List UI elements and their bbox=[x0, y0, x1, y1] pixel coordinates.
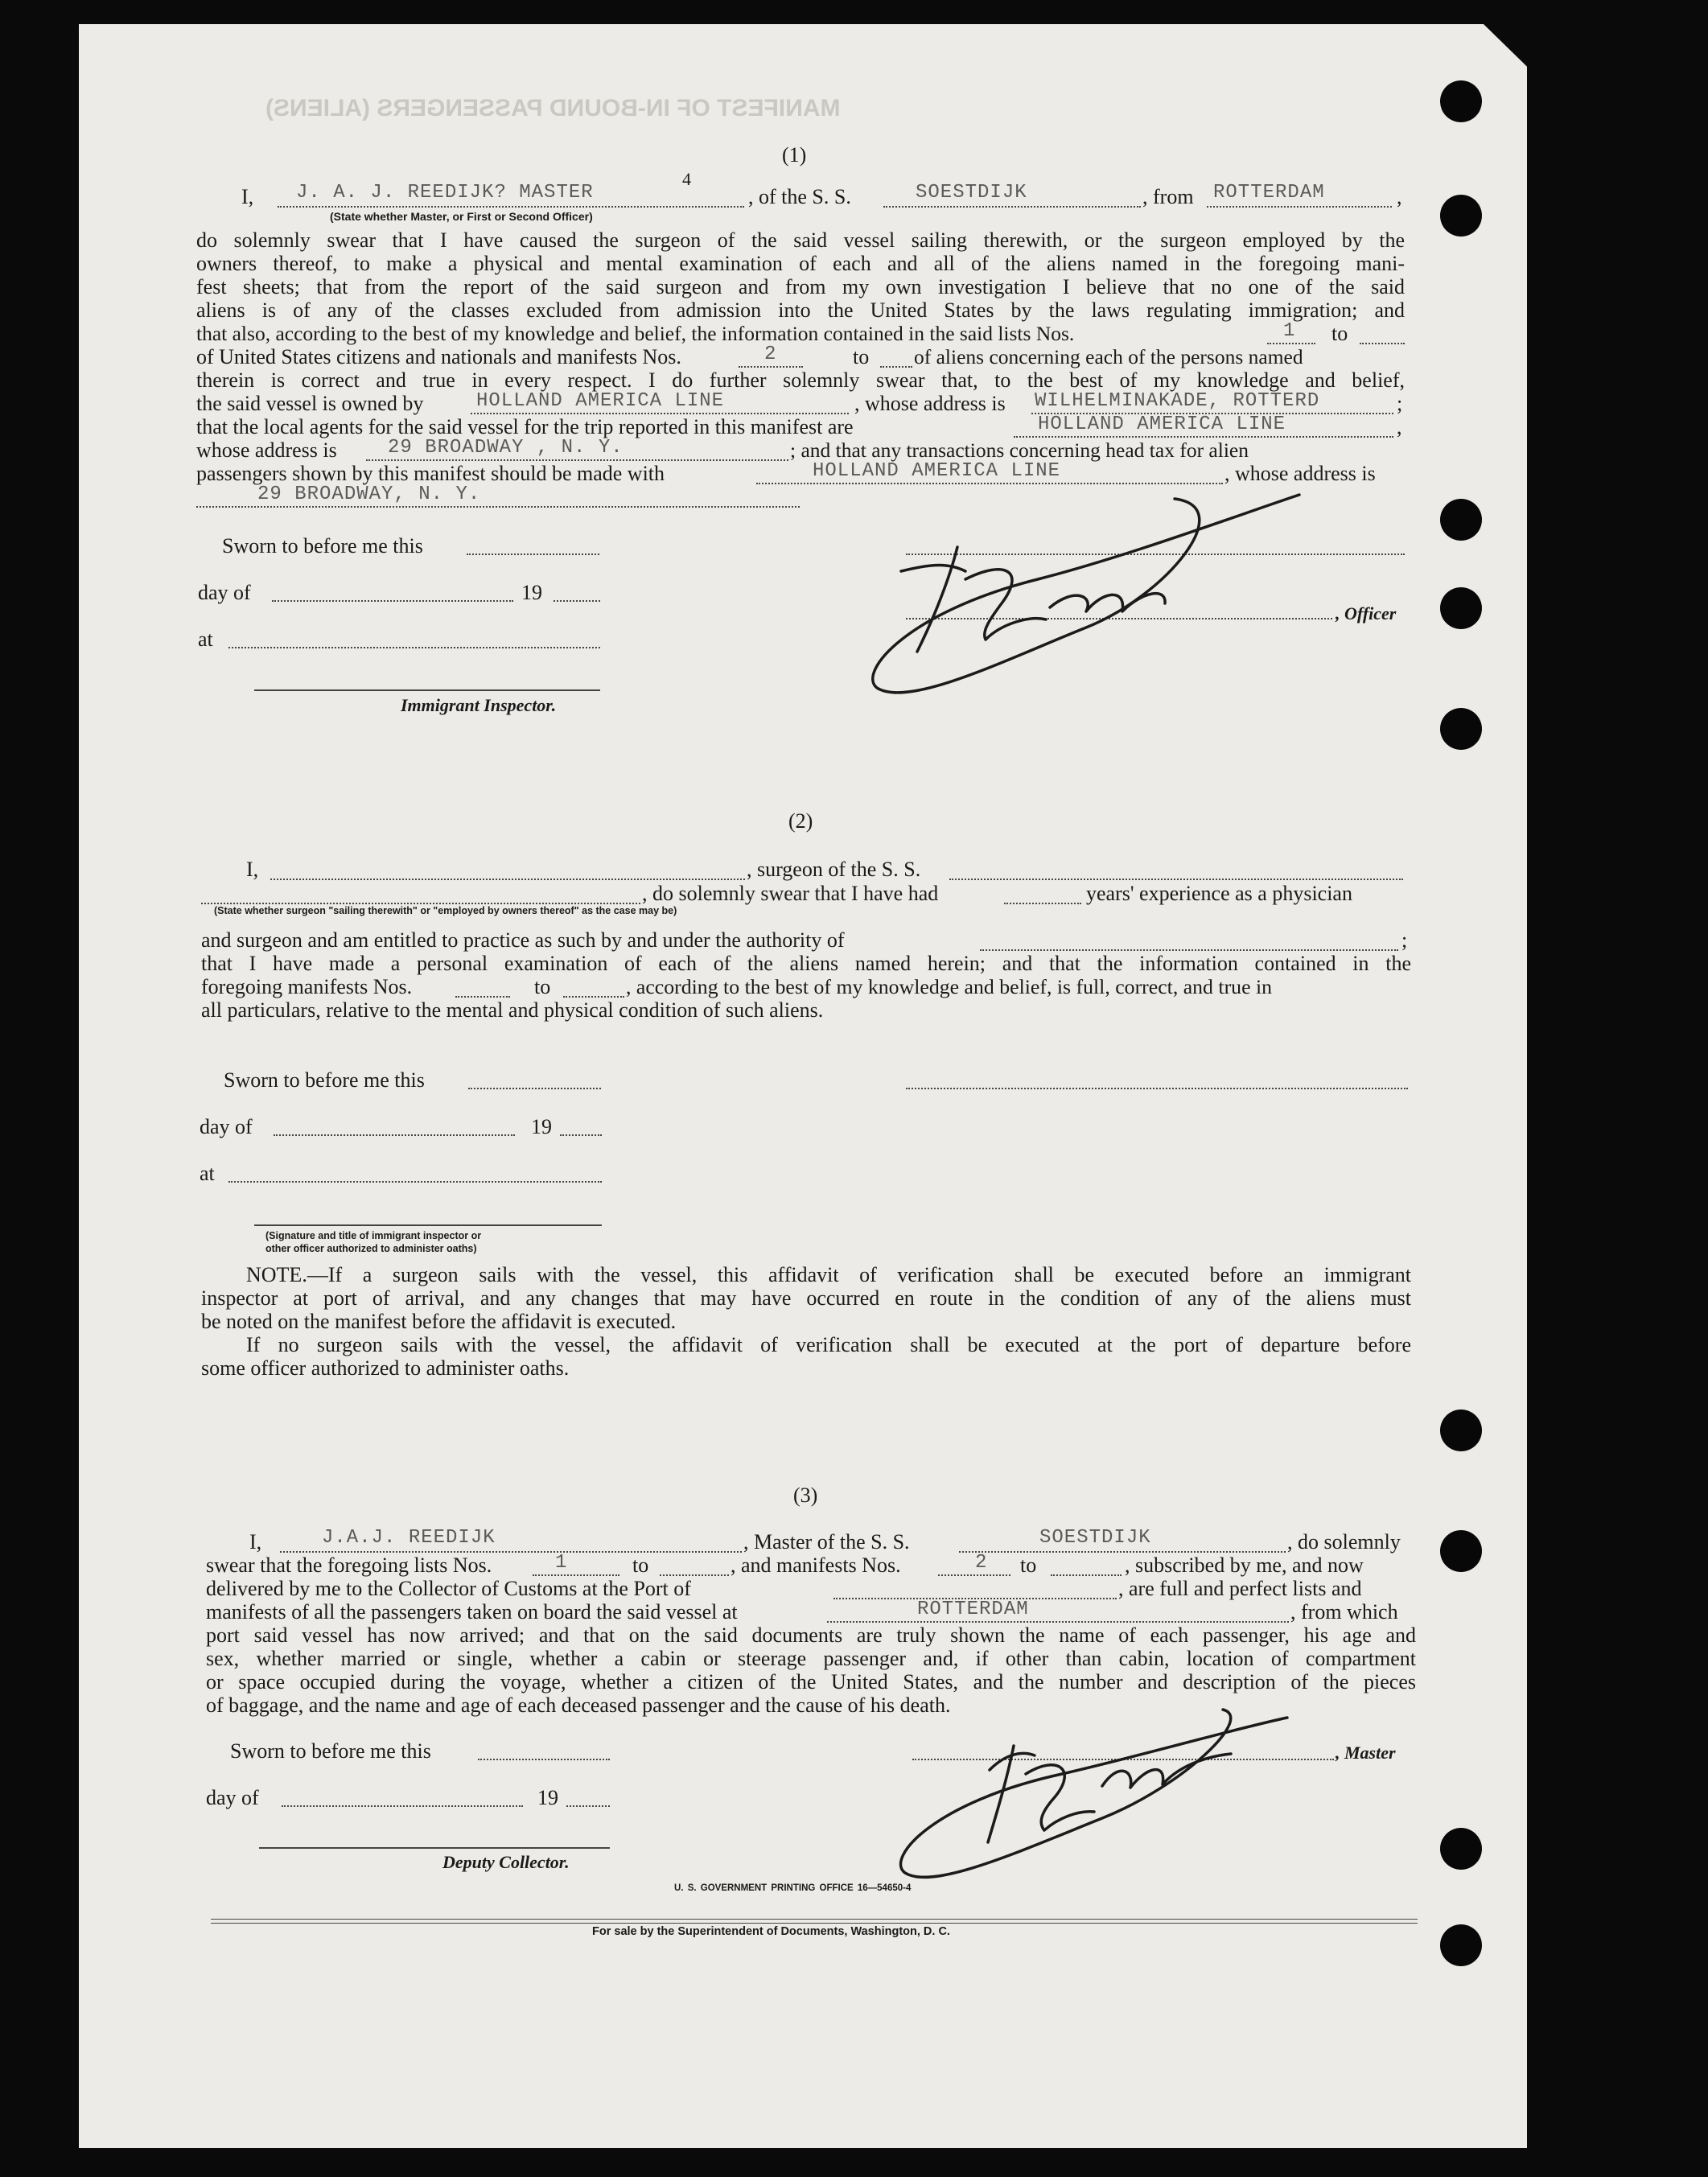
text-line: or space occupied during the voyage, whether a citizen of the United States, and the number and description of the pieces bbox=[206, 1670, 1416, 1693]
text-line: sex, whether married or single, whether a cabin or steerage passenger and, if other than cabin, location of compartment bbox=[206, 1647, 1416, 1670]
text: , are full and perfect lists and bbox=[1118, 1577, 1362, 1600]
field-note: (Signature and title of immigrant inspector or bbox=[265, 1230, 482, 1241]
blank-line bbox=[949, 879, 1403, 880]
text-line: fest sheets; that from the report of the said surgeon and from my own investigation I believe that no one of the said bbox=[196, 275, 1405, 298]
footer-rule bbox=[211, 1923, 1418, 1924]
text: Sworn to before me this bbox=[224, 1068, 425, 1092]
blank-line bbox=[196, 506, 800, 508]
text: foregoing manifests Nos. bbox=[201, 975, 413, 998]
punch-hole bbox=[1440, 499, 1482, 541]
text-line: of baggage, and the name and age of each deceased passenger and the cause of his death. bbox=[206, 1693, 951, 1717]
footer-rule bbox=[211, 1919, 1418, 1920]
blank-line bbox=[1360, 343, 1405, 344]
text: , from bbox=[1142, 185, 1194, 208]
blank-line bbox=[478, 1759, 610, 1760]
head-tax-agent-entry: HOLLAND AMERICA LINE bbox=[813, 460, 1061, 482]
text: , surgeon of the S. S. bbox=[747, 858, 921, 881]
text: , of the S. S. bbox=[748, 185, 851, 208]
text: , from which bbox=[1290, 1600, 1398, 1623]
blank-line bbox=[880, 366, 912, 368]
text-line: therein is correct and true in every respect. I do further solemnly swear that, to the best of my knowledge and belief, bbox=[196, 368, 1405, 392]
text-line: port said vessel has now arrived; and that on the said documents are truly shown the name of each passenger, his age and bbox=[206, 1623, 1416, 1647]
blank-line bbox=[1267, 343, 1315, 344]
text: to bbox=[1020, 1554, 1037, 1577]
text-line: aliens is of any of the classes excluded from admission into the United States by the laws regulating immigration; and bbox=[196, 298, 1405, 322]
punch-hole bbox=[1440, 195, 1482, 237]
blank-line bbox=[554, 600, 600, 602]
blank-line bbox=[366, 459, 788, 461]
text: , according to the best of my knowledge and belief, is full, correct, and true in bbox=[626, 975, 1273, 998]
signature-line bbox=[254, 1224, 602, 1226]
text: to bbox=[632, 1554, 649, 1577]
text: 19 bbox=[537, 1786, 558, 1809]
text: , do solemnly bbox=[1287, 1530, 1401, 1554]
text: to bbox=[534, 975, 551, 998]
printer-imprint: U. S. GOVERNMENT PRINTING OFFICE 16—54650-4 bbox=[674, 1883, 912, 1893]
punch-hole bbox=[1440, 708, 1482, 750]
vessel-name-entry: SOESTDIJK bbox=[1039, 1527, 1151, 1549]
text: swear that the foregoing lists Nos. bbox=[206, 1554, 492, 1577]
blank-line bbox=[533, 1574, 619, 1576]
text: manifests of all the passengers taken on board the said vessel at bbox=[206, 1600, 738, 1623]
text: day of bbox=[198, 581, 251, 604]
inspector-title: Immigrant Inspector. bbox=[401, 695, 557, 715]
text: day of bbox=[206, 1786, 259, 1809]
text: of aliens concerning each of the persons named bbox=[914, 345, 1303, 368]
text: to bbox=[853, 345, 870, 368]
text: day of bbox=[200, 1115, 253, 1138]
agents-entry: HOLLAND AMERICA LINE bbox=[1038, 414, 1286, 435]
punch-hole bbox=[1440, 1924, 1482, 1966]
note-line: some officer authorized to administer oaths. bbox=[201, 1356, 570, 1380]
blank-line bbox=[959, 1551, 1286, 1553]
punch-hole bbox=[1440, 1530, 1482, 1572]
blank-line bbox=[1004, 903, 1081, 904]
owner-address-entry: WILHELMINAKADE, ROTTERD bbox=[1035, 390, 1320, 412]
port-entry: ROTTERDAM bbox=[917, 1599, 1029, 1620]
port-entry: ROTTERDAM bbox=[1213, 182, 1325, 204]
blank-line bbox=[739, 366, 803, 368]
text-line: do solemnly swear that I have caused the surgeon of the said vessel sailing therewith, or the surgeon employed by the bbox=[196, 228, 1405, 252]
blank-line bbox=[282, 1805, 523, 1807]
master-signature-3 bbox=[877, 1698, 1327, 1891]
master-name-entry: J.A.J. REEDIJK bbox=[322, 1527, 496, 1549]
text: the said vessel is owned by bbox=[196, 392, 424, 415]
text: at bbox=[200, 1162, 215, 1185]
text: passengers shown by this manifest should be made with bbox=[196, 462, 665, 485]
note-line: inspector at port of arrival, and any changes that may have occurred en route in the condition of any of the aliens must bbox=[201, 1286, 1411, 1310]
text: , Master of the S. S. bbox=[743, 1530, 910, 1554]
text: ; bbox=[1401, 928, 1408, 952]
field-note: (State whether surgeon "sailing therewith" or "employed by owners thereof" as the case may be) bbox=[214, 905, 677, 916]
note-line: NOTE.—If a surgeon sails with the vessel, this affidavit of verification shall be executed before an immigrant bbox=[246, 1263, 1411, 1286]
text: Sworn to before me this bbox=[230, 1739, 431, 1763]
blank-line bbox=[563, 996, 624, 998]
field-note: (State whether Master, or First or Second Officer) bbox=[330, 210, 593, 223]
owner-entry: HOLLAND AMERICA LINE bbox=[476, 390, 725, 412]
text: , whose address is bbox=[854, 392, 1006, 415]
text: , and manifests Nos. bbox=[731, 1554, 901, 1577]
text: , bbox=[1397, 415, 1402, 438]
manifests-from-entry: 2 bbox=[764, 344, 777, 365]
blank-line bbox=[467, 554, 599, 555]
text: to bbox=[1331, 322, 1348, 345]
punch-hole bbox=[1440, 1828, 1482, 1870]
deputy-title: Deputy Collector. bbox=[442, 1852, 570, 1872]
text: I, bbox=[241, 185, 254, 208]
blank-line bbox=[827, 1621, 1289, 1623]
text: ; and that any transactions concerning head tax for alien bbox=[790, 438, 1249, 462]
officer-title: , Officer bbox=[1336, 603, 1397, 623]
text: and surgeon and am entitled to practice as such by and under the authority of bbox=[201, 928, 845, 952]
text: at bbox=[198, 628, 213, 651]
note-line: If no surgeon sails with the vessel, the affidavit of verification shall be executed at the port of departure before bbox=[246, 1333, 1411, 1356]
bleed-through-text: MANIFEST OF IN-BOUND PASSENGERS (ALIENS) bbox=[265, 95, 841, 121]
master-signature-1 bbox=[861, 483, 1311, 708]
master-title: , Master bbox=[1336, 1743, 1396, 1763]
blank-line bbox=[1051, 1574, 1122, 1576]
text: I, bbox=[246, 858, 259, 881]
text: all particulars, relative to the mental and physical condition of such aliens. bbox=[201, 998, 824, 1022]
text: of United States citizens and nationals and manifests Nos. bbox=[196, 345, 681, 368]
text: Sworn to before me this bbox=[222, 534, 423, 558]
blank-line bbox=[660, 1574, 729, 1576]
blank-line bbox=[1207, 206, 1392, 208]
blank-line bbox=[566, 1805, 610, 1807]
blank-line bbox=[228, 647, 600, 648]
signature-line bbox=[259, 1847, 610, 1849]
punch-hole bbox=[1440, 1409, 1482, 1451]
blank-line bbox=[1014, 436, 1393, 438]
footer-note: For sale by the Superintendent of Documents, Washington, D. C. bbox=[592, 1925, 950, 1938]
punch-hole bbox=[1440, 80, 1482, 122]
text: , do solemnly swear that I have had bbox=[642, 882, 939, 905]
blank-line bbox=[980, 949, 1398, 951]
text: 19 bbox=[521, 581, 542, 604]
master-name-entry: J. A. J. REEDIJK? MASTER bbox=[296, 182, 594, 204]
blank-line bbox=[938, 1574, 1010, 1576]
text-line: owners thereof, to make a physical and mental examination of each and all of the aliens named in the foregoing mani- bbox=[196, 252, 1405, 275]
manifests-from-entry: 2 bbox=[975, 1552, 988, 1574]
text: that the local agents for the said vessel for the trip reported in this manifest are bbox=[196, 415, 854, 438]
section-number: (3) bbox=[793, 1484, 818, 1507]
text: delivered by me to the Collector of Customs at the Port of bbox=[206, 1577, 691, 1600]
text: , subscribed by me, and now bbox=[1125, 1554, 1364, 1577]
blank-line bbox=[455, 996, 510, 998]
vessel-name-entry: SOESTDIJK bbox=[916, 182, 1027, 204]
text: I, bbox=[249, 1530, 262, 1554]
blank-line bbox=[228, 1181, 602, 1183]
blank-line bbox=[468, 1088, 601, 1089]
text: ; bbox=[1397, 392, 1403, 415]
text: whose address is bbox=[196, 438, 337, 462]
note-line: be noted on the manifest before the affidavit is executed. bbox=[201, 1310, 677, 1333]
text: that also, according to the best of my knowledge and belief, the information contained in the said lists Nos. bbox=[196, 322, 1075, 345]
blank-line bbox=[274, 1134, 515, 1136]
signature-line bbox=[906, 1088, 1408, 1089]
text: years' experience as a physician bbox=[1086, 882, 1352, 905]
stray-mark: 4 bbox=[682, 169, 691, 189]
lists-from-entry: 1 bbox=[1283, 320, 1296, 342]
blank-line bbox=[883, 206, 1141, 208]
blank-line bbox=[278, 206, 744, 208]
lists-from-entry: 1 bbox=[555, 1552, 568, 1574]
punch-hole bbox=[1440, 587, 1482, 629]
section-number: (1) bbox=[782, 143, 807, 167]
blank-line bbox=[471, 413, 849, 414]
text-line: that I have made a personal examination of each of the aliens named herein; and that the information contained in the bbox=[201, 952, 1411, 975]
blank-line bbox=[560, 1134, 602, 1136]
field-note: other officer authorized to administer oaths) bbox=[265, 1243, 477, 1254]
section-number: (2) bbox=[788, 809, 813, 833]
blank-line bbox=[280, 1551, 742, 1553]
blank-line bbox=[272, 600, 513, 602]
text: 19 bbox=[531, 1115, 552, 1138]
text: , bbox=[1397, 185, 1402, 208]
head-tax-address-entry: 29 BROADWAY, N. Y. bbox=[257, 484, 481, 505]
signature-line bbox=[254, 689, 600, 691]
text: , whose address is bbox=[1224, 462, 1376, 485]
agents-address-entry: 29 BROADWAY , N. Y. bbox=[388, 437, 624, 459]
blank-line bbox=[270, 879, 745, 880]
blank-line bbox=[201, 903, 640, 904]
